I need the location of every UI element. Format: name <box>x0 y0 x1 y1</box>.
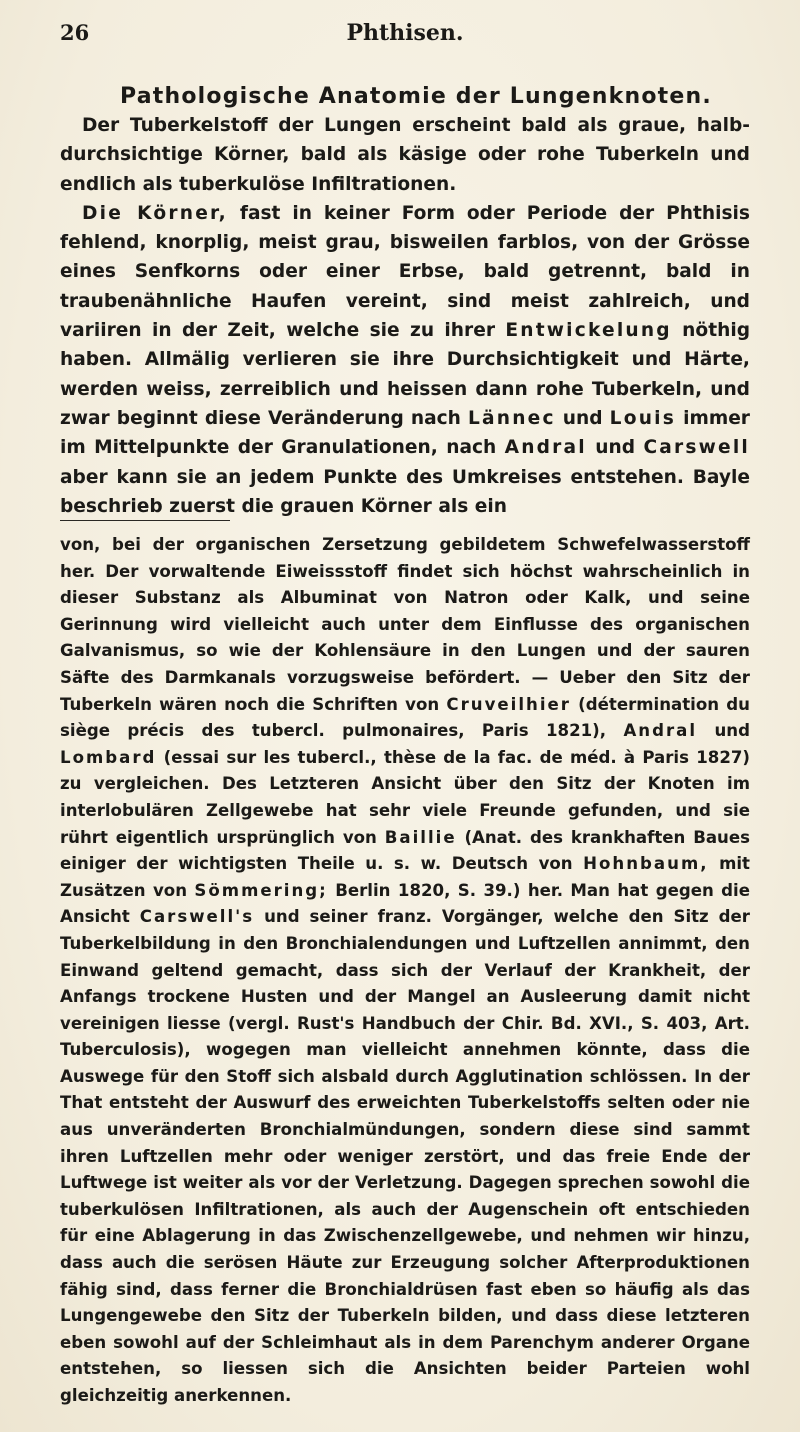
author-lombard: Lombard <box>60 747 157 767</box>
page-number: 26 <box>60 20 90 45</box>
author-carswell: Carswell <box>643 437 751 459</box>
footnote-divider <box>60 520 230 521</box>
running-head: Phthisen. <box>346 20 464 46</box>
paragraph-1: Der Tuberkelstoff der Lungen erscheint bald als graue, halb-durchsichtige Körner, bald als käsige oder rohe Tuberkeln und endlich als tuberkulöse Infiltrationen. <box>60 115 750 195</box>
author-soemmering: Sömmering; <box>194 880 328 900</box>
footnote: von, bei der organischen Zersetzung gebildetem Schwefelwasserstoff her. Der vorwaltende Eiweissstoff findet sich höchst wahrscheinlich in dieser Substanz als Albuminat von Natron oder Kalk, und seine Gerinnung wird vielleicht auch unter dem Einflusse des organischen Galvanismus, so wie der Kohlensäure in den Lungen und der sauren Säfte des Darmkanals vorzugsweise befördert. — Ueber den Sitz der Tuberkeln wären noch die Schriften von Cruveilhier (détermination du siège précis des tubercl. pulmonaires, Paris 1821), Andral und Lombard (essai sur les tubercl., thèse de la fac. de méd. à Paris 1827) zu vergleichen. Des Letzteren Ansicht über den Sitz der Knoten im interlobulären Zellgewebe hat sehr viele Freunde gefunden, und sie rührt eigentlich ursprünglich von Baillie (Anat. des krankhaften Baues einiger der wichtigsten Theile u. s. w. Deutsch von Hohnbaum, mit Zusätzen von Sömmering; Berlin 1820, S. 39.) her. Man hat gegen die Ansicht Carswell's und seiner franz. Vorgänger, welche den Sitz der Tuberkelbildung in den Bronchialendungen und Luftzellen annimmt, den Einwand geltend gemacht, dass sich der Verlauf der Krankheit, der Anfangs trockene Husten und der Mangel an Ausleerung damit nicht vereinigen liesse (vergl. Rust's Handbuch der Chir. Bd. XVI., S. 403, Art. Tuberculosis), wogegen man vielleicht annehmen könnte, dass die Auswege für den Stoff sich alsbald durch Agglutination schlössen. In der That entsteht der Auswurf des erweichten Tuberkelstoffs selten oder nie aus unveränderten Bronchialmündungen, sondern diese sind sammt ihren Luftzellen mehr oder weniger zerstört, und das freie Ende der Luftwege ist weiter als vor der Verletzung. Dagegen sprechen sowohl die tuberkulösen Infiltrationen, als auch der Augenschein oft entschieden für eine Ablagerung in das Zwischenzellgewebe, und nehmen wir hinzu, dass auch die serösen Häute zur Erzeugung solcher Afterproduktionen fähig sind, dass ferner die Bronchialdrüsen fast eben so häufig als das Lungengewebe den Sitz der Tuberkeln bilden, und dass diese letzteren eben sowohl auf der Schleimhaut als in dem Parenchym anderer Organe entstehen, so liessen sich die Ansichten beider Parteien wohl gleichzeitig anerkennen. <box>60 535 750 1405</box>
author-andral: Andral <box>504 437 587 459</box>
author-hohnbaum: Hohnbaum, <box>583 854 709 874</box>
author-carswell-footnote: Carswell's <box>139 907 255 927</box>
author-louis: Louis <box>609 407 676 429</box>
paragraph-2: Die Körner, fast in keiner Form oder Periode der Phthisis fehlend, knorplig, meist grau, bisweilen farblos, von der Grösse eines Senfkorns oder einer Erbse, bald getrennt, bald in traubenähnliche Haufen vereint, sind meist zahlreich, und variiren in der Zeit, welche sie zu ihrer Entwickelung nöthig haben. Allmälig verlieren sie ihre Durchsichtigkeit und Härte, werden weiss, zerreiblich und heissen dann rohe Tuberkeln, und zwar beginnt diese Veränderung nach Lännec und Louis immer im Mittelpunkte der Granulationen, nach Andral und Carswell aber kann sie an jedem Punkte des Umkreises entstehen. Bayle beschrieb zuerst die grauen Körner als ein <box>60 202 751 517</box>
author-andral-footnote: Andral <box>623 721 698 741</box>
page-header <box>60 20 750 52</box>
emphasis-entwickelung: Entwickelung <box>505 320 672 342</box>
paragraph-2-lead: Die Körner, <box>82 202 228 224</box>
main-text <box>60 82 750 521</box>
section-title: Pathologische Anatomie der Lungenknoten. <box>120 84 712 109</box>
author-baillie: Baillie <box>384 827 457 847</box>
author-laennec: Lännec <box>467 407 556 429</box>
author-cruveilhier: Cruveilhier <box>446 694 571 714</box>
